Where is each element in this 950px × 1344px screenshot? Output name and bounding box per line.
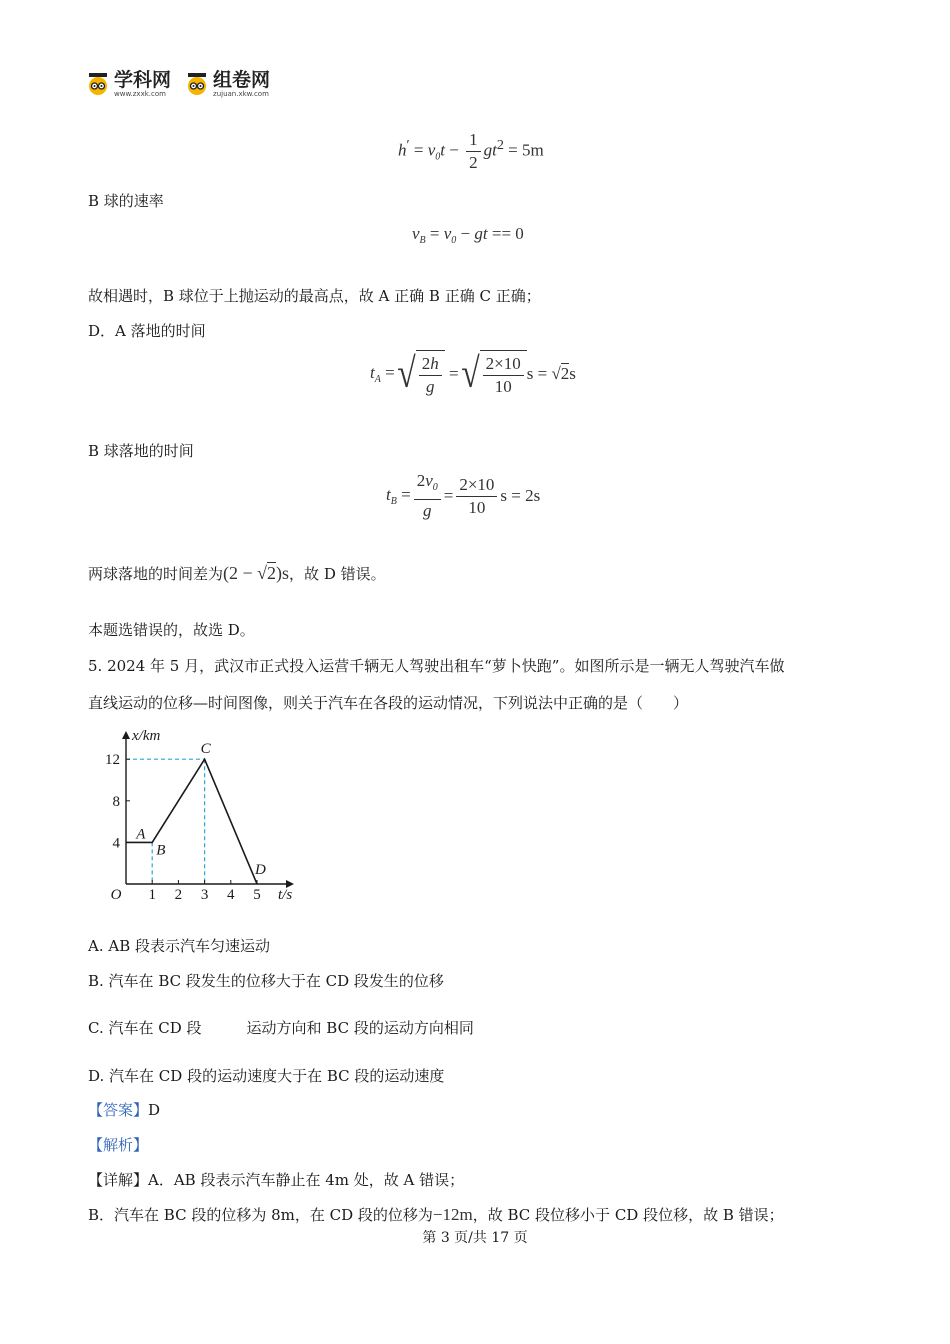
page-footer: 第 3 页/共 17 页 [422,1230,528,1246]
text-diff-suffix: ，故 D 错误。 [289,565,386,583]
detail-b-text-1: B．汽车在 BC 段的位移为 8m，在 CD 段的位移为 [88,1206,433,1224]
y-tick-label: 12 [105,752,120,769]
text-conclusion: 本题选错误的，故选 D。 [88,621,255,639]
displacement-time-chart [95,722,310,904]
logo-zujuan[interactable] [185,70,270,98]
option-b[interactable]: B. 汽车在 BC 段发生的位移大于在 CD 段发生的位移 [88,972,444,990]
formula-diff: (2 − √2)s [223,563,290,583]
series-line [126,759,257,884]
detail-b-line [88,1204,784,1225]
answer-value: D [148,1101,161,1119]
text-d-a-time: D．A 落地的时间 [88,322,206,340]
y-axis-label: x/km [132,728,161,744]
detail-b-text-2: ，故 BC 段位移小于 CD 段位移，故 B 错误； [472,1206,784,1224]
text-b-fall-time: B 球落地的时间 [88,442,194,460]
question-5-line1: 5. 2024 年 5 月，武汉市正式投入运营千辆无人驾驶出租车“萝卜快跑”。如图所示是一辆无人驾驶汽车做 [88,657,785,675]
logo-title: 组卷网 [213,69,271,91]
question-5-line2: 直线运动的位移—时间图像，则关于汽车在各段的运动情况，下列说法中正确的是（ ） [88,694,689,712]
point-label: D [255,862,266,878]
x-tick-label: 3 [200,887,209,903]
y-tick-label: 8 [112,793,120,810]
answer-line [88,1099,160,1120]
option-a[interactable]: A. AB 段表示汽车匀速运动 [88,937,270,955]
text-meet: 故相遇时，B 球位于上抛运动的最高点，故 A 正确 B 正确 C 正确； [88,287,541,305]
point-label: B [156,842,166,859]
logo-zxxk[interactable] [86,70,171,98]
x-tick-label: 5 [253,887,261,903]
y-tick-label: 4 [112,835,120,852]
formula-tb: $t_B$ = $\frac{2v_0}{g}$ = $\frac{2\times 10}{10}$ s = 2s [386,471,541,520]
answer-label: 【答案】 [88,1101,149,1119]
logo-url: zujuan.xkw.com [213,90,269,98]
mascot-icon [185,72,209,96]
detail-a-text: A．AB 段表示汽车静止在 4m 处，故 A 错误； [148,1171,465,1189]
detail-a-line [88,1169,464,1190]
formula-ta: $t_A$ = √ $\frac{2h}{g}$ = √ $\frac{2\times 10}{10}$ s = √2s [370,351,576,397]
option-c[interactable]: C. 汽车在 CD 段 运动方向和 BC 段的运动方向相同 [88,1019,474,1037]
point-label: C [200,741,211,758]
logo-url: www.zxxk.com [114,90,166,98]
text-b-speed: B 球的速率 [88,192,164,210]
detail-label: 【详解】 [88,1171,149,1189]
header-logos [86,70,270,98]
point-label: A [136,826,146,843]
text-diff-prefix: 两球落地的时间差为 [88,565,224,583]
mascot-icon [86,72,110,96]
formula-b-speed: $v_B = v_0$ − gt == 0 [412,224,524,246]
x-tick-label: 1 [148,887,156,903]
x-tick-label: 4 [227,887,235,903]
y-axis-arrow [122,731,130,739]
analysis-label: 【解析】 [88,1136,149,1154]
option-d[interactable]: D. 汽车在 CD 段的运动速度大于在 BC 段的运动速度 [88,1067,445,1085]
logo-title: 学科网 [114,69,172,91]
x-axis-label: t/s [278,887,293,903]
detail-b-value: −12m [432,1205,473,1224]
formula-height: $h' = v_0t$ − $\frac{1}{2}$ $gt^2 = 5m$ [398,130,544,172]
text-diff [88,563,386,584]
x-tick-label: 2 [174,887,183,903]
origin-label: O [110,887,122,903]
